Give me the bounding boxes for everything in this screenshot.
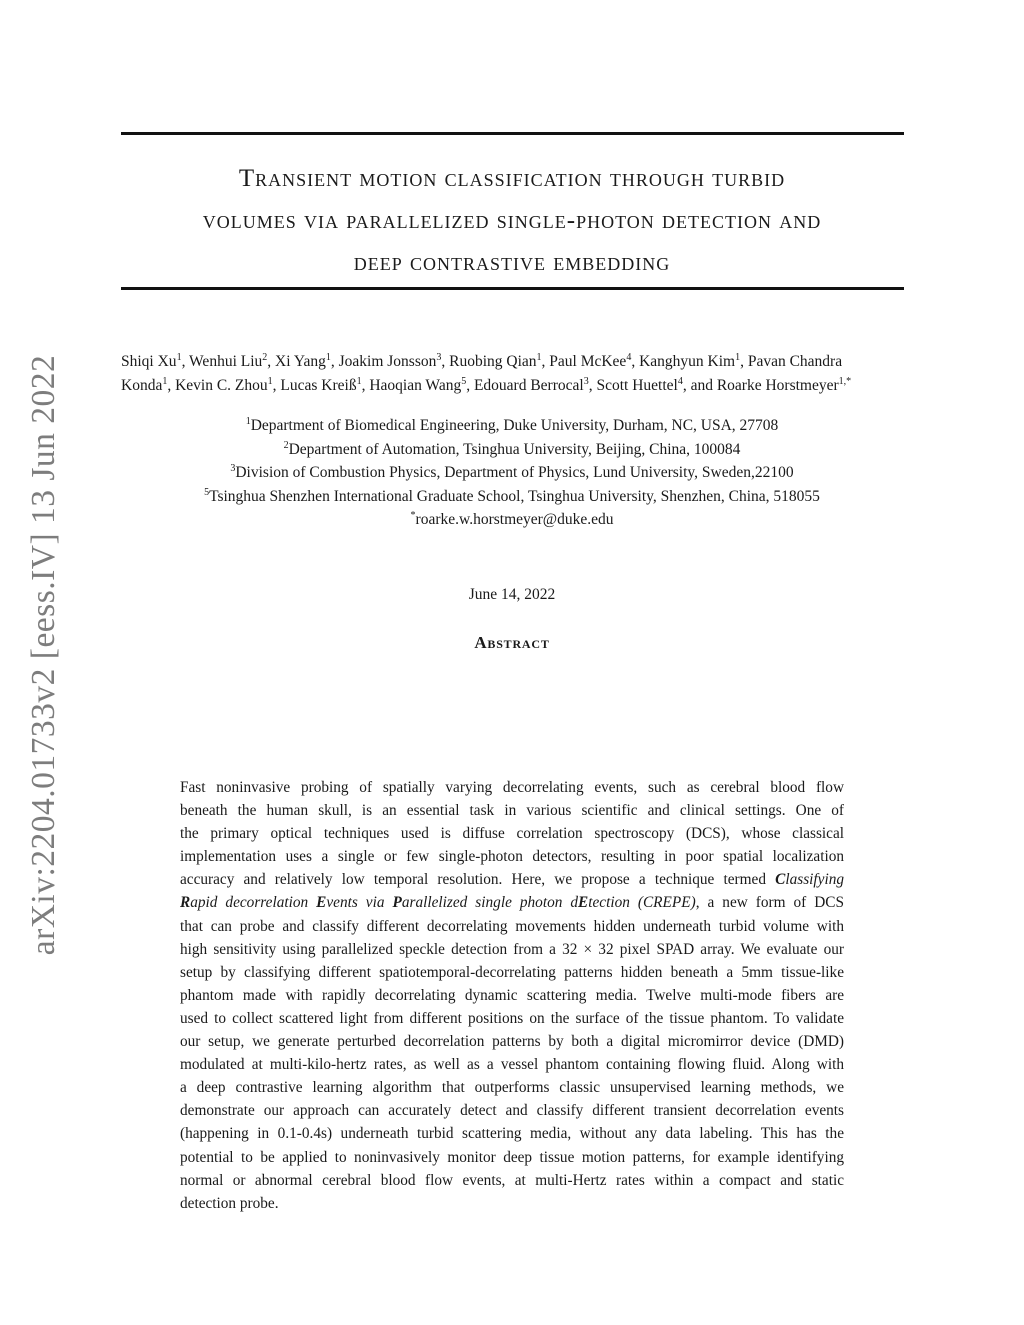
author-name: Lucas Kreiß bbox=[280, 377, 357, 394]
affiliation-text: Division of Combustion Physics, Department of Physics, Lund University, Sweden,22100 bbox=[235, 464, 794, 481]
author-affiliation-mark: 2 bbox=[262, 352, 268, 363]
corresponding-email bbox=[100, 508, 924, 532]
arxiv-identifier-stamp: arXiv:2204.01733v2 [eess.IV] 13 Jun 2022 bbox=[25, 354, 62, 956]
abstract-line: phantom made with rapidly decorrelating dynamic scattering media. Twelve multi-mode fibers are bbox=[180, 986, 844, 1004]
author-affiliation-mark: 4 bbox=[626, 352, 632, 363]
author-line: Shiqi Xu$^1$, Wenhui Liu$^2$, Xi Yang$^1$, Joakim Jonsson$^3$, Ruobing Qian$^1$, Paul McKee$^4$, Kanghyun Kim$^1$, Pavan Chandra bbox=[121, 352, 843, 370]
affiliation-item bbox=[100, 438, 924, 462]
author-name: Roarke Horstmeyer bbox=[716, 377, 839, 394]
author-list bbox=[121, 350, 904, 398]
author-affiliation-mark: 3 bbox=[436, 352, 442, 363]
author-name-part: Konda bbox=[121, 377, 163, 394]
author-name: Wenhui Liu bbox=[189, 353, 263, 370]
author-affiliation-mark: 5 bbox=[461, 376, 467, 387]
email-text: roarke.w.horstmeyer@duke.edu bbox=[415, 511, 614, 528]
abstract-line: Rapid decorrelation Events via Parallelized single photon dEtection (CREPE), a new form of DCS bbox=[180, 894, 844, 912]
author-name: Kevin C. Zhou bbox=[175, 377, 268, 394]
title-top-rule bbox=[121, 132, 904, 135]
author-affiliation-mark: 1 bbox=[325, 352, 331, 363]
author-affiliation-mark: 1 bbox=[267, 376, 273, 387]
abstract-line: Fast noninvasive probing of spatially varying decorrelating events, such as cerebral blood flow bbox=[180, 779, 844, 796]
author-name: Kanghyun Kim bbox=[639, 353, 736, 370]
abstract-body bbox=[180, 776, 844, 1215]
abstract-line: beneath the human skull, is an essential task in various scientific and clinical settings. One of bbox=[180, 802, 844, 820]
affiliation-mark: 3 bbox=[230, 463, 236, 474]
author-affiliation-mark: 1 bbox=[536, 352, 542, 363]
affiliation-mark: 2 bbox=[283, 439, 289, 451]
author-affiliation-mark: 1 bbox=[356, 376, 362, 387]
author-affiliation-mark: 4 bbox=[677, 376, 683, 387]
author-name: Paul McKee bbox=[549, 353, 627, 370]
affiliation-item bbox=[100, 461, 924, 485]
abstract-line: (happening in 0.1-0.4s) underneath turbid scattering media, without any data labeling. This has the bbox=[180, 1125, 844, 1143]
affiliation-item bbox=[100, 414, 924, 438]
affiliation-text: Tsinghua Shenzhen International Graduate School, Tsinghua University, Shenzhen, China, 518055 bbox=[209, 487, 820, 505]
affiliation-mark: 5 bbox=[204, 486, 210, 498]
affiliation-item bbox=[100, 485, 924, 509]
author-affiliation-mark: 1,* bbox=[838, 376, 852, 387]
abstract-line: normal or abnormal cerebral blood flow events, at multi-Hertz rates within a compact and static bbox=[180, 1171, 844, 1189]
author-name: Xi Yang bbox=[275, 353, 326, 370]
title-bottom-rule bbox=[121, 287, 904, 290]
abstract-line: our setup, we generate perturbed decorrelation patterns by both a digital micromirror device (DMD) bbox=[180, 1033, 844, 1051]
abstract-line: detection probe. bbox=[180, 1194, 279, 1212]
abstract-line: that can probe and classify different decorrelating movements hidden underneath turbid volume with bbox=[180, 917, 844, 935]
author-line: Konda$^1$, Kevin C. Zhou$^1$, Lucas Kreiß$^1$, Haoqian Wang$^5$, Edouard Berrocal$^3$, Scott Huettel$^4$, and Roarke Horstmeyer$^{1,*}$ bbox=[121, 376, 852, 394]
author-name: Ruobing Qian bbox=[449, 353, 537, 370]
author-name: Joakim Jonsson bbox=[338, 353, 437, 370]
author-name-part: Pavan Chandra bbox=[747, 353, 843, 370]
author-name: Edouard Berrocal bbox=[473, 377, 584, 394]
affiliation-list bbox=[100, 414, 924, 532]
affiliation-mark: * bbox=[410, 510, 416, 521]
abstract-line: setup by classifying different spatiotemporal-decorrelating patterns hidden beneath a 5mm tissue-like bbox=[180, 963, 844, 981]
author-name: Scott Huettel bbox=[596, 377, 678, 394]
abstract-line: high sensitivity using parallelized speckle detection from a 32 × 32 pixel SPAD array. We evaluate our bbox=[180, 940, 844, 958]
abstract-line: modulated at multi-kilo-hertz rates, as well as a vessel phantom containing flowing fluid. Along with bbox=[180, 1056, 844, 1074]
author-name: Haoqian Wang bbox=[369, 377, 462, 394]
crepe-acronym-part: Classifying bbox=[775, 871, 844, 889]
abstract-line: accuracy and relatively low temporal resolution. Here, we propose a technique termed Classifying bbox=[180, 871, 844, 889]
crepe-acronym-part: Rapid decorrelation Events via Parallelized single photon dEtection (CREPE) bbox=[180, 894, 696, 912]
title-line-2: volumes via parallelized single-photon detection and bbox=[202, 207, 822, 234]
abstract-heading: Abstract bbox=[474, 633, 550, 652]
abstract-line: a deep contrastive learning algorithm that outperforms classic unsupervised learning methods, we bbox=[180, 1079, 844, 1097]
title-line-1: Transient motion classification through turbid bbox=[238, 165, 786, 192]
abstract-line: the primary optical techniques used is diffuse correlation spectroscopy (DCS), whose classical bbox=[180, 825, 844, 843]
author-affiliation-mark: 1 bbox=[162, 376, 168, 387]
author-affiliation-mark: 1 bbox=[176, 352, 182, 363]
author-name: Shiqi Xu bbox=[121, 353, 177, 370]
affiliation-mark: 1 bbox=[245, 416, 251, 427]
title-line-3: deep contrastive embedding bbox=[353, 249, 671, 276]
abstract-line: used to collect scattered light from different positions on the surface of the tissue phantom. To validate bbox=[180, 1009, 844, 1027]
affiliation-text: Department of Biomedical Engineering, Duke University, Durham, NC, USA, 27708 bbox=[250, 417, 779, 434]
affiliation-text: Department of Automation, Tsinghua University, Beijing, China, 100084 bbox=[288, 440, 741, 458]
abstract-line: implementation uses a single or few single-photon detectors, resulting in poor spatial localization bbox=[180, 848, 844, 866]
paper-date: June 14, 2022 bbox=[468, 586, 556, 603]
author-affiliation-mark: 3 bbox=[583, 376, 589, 387]
abstract-line: potential to be applied to noninvasively monitor deep tissue motion patterns, for example identifying bbox=[180, 1148, 844, 1166]
author-affiliation-mark: 1 bbox=[735, 352, 741, 363]
abstract-line: demonstrate our approach can accurately detect and classify different transient decorrelation events bbox=[180, 1102, 844, 1120]
paper-title bbox=[100, 158, 924, 284]
